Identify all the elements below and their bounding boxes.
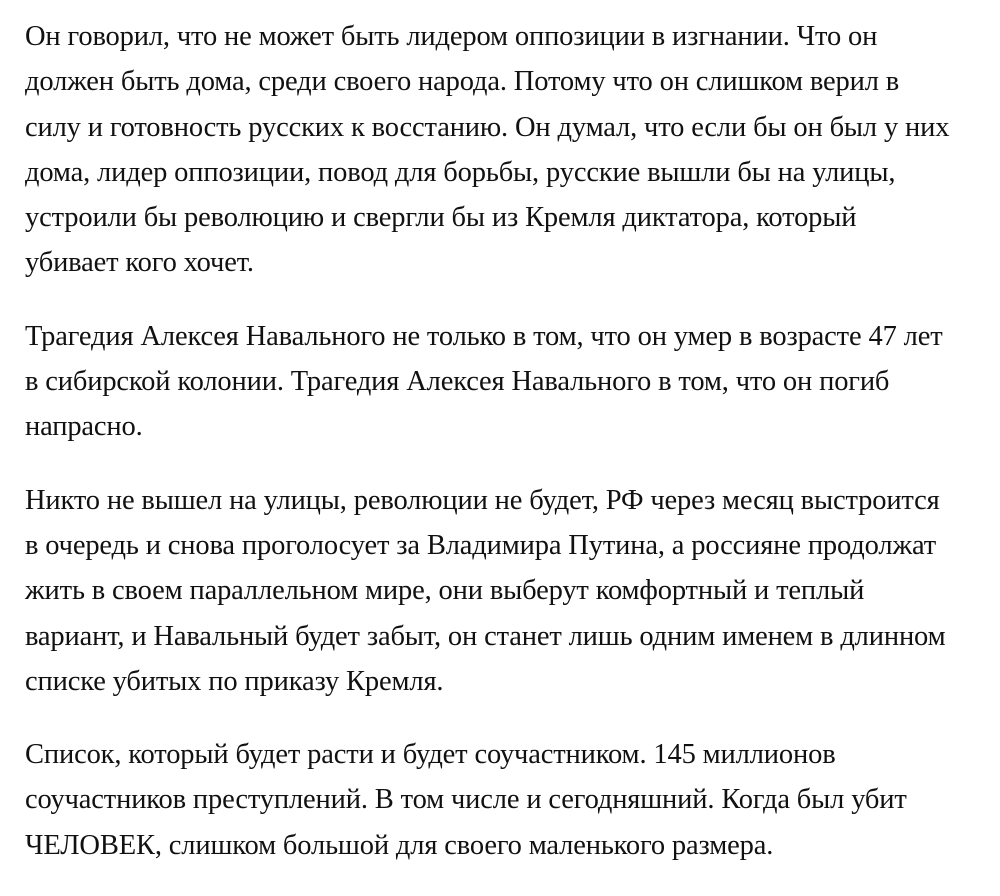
paragraph-complicity: Список, который будет расти и будет соучастником. 145 миллионов соучастников преступлений. В том числе и сегодняшний. Когда был убит ЧЕЛОВЕК, слишком большой для своего маленького размера.	[25, 739, 907, 861]
article-body	[25, 14, 980, 896]
paragraph-tragedy: Трагедия Алексея Навального не только в том, что он умер в возрасте 47 лет в сибирской колонии. Трагедия Алексея Навального в том, что он погиб напрасно.	[25, 320, 943, 443]
paragraph-exile: Он говорил, что не может быть лидером оппозиции в изгнании. Что он должен быть дома, среди своего народа. Потому что он слишком верил в силу и готовность русских к восстанию. Он думал, что если бы он был у них дома, лидер оппозиции, повод для борьбы, русские вышли бы на улицы, устроили бы революцию и свергли бы из Кремля диктатора, который убивает кого хочет.	[25, 21, 950, 279]
paragraph-no-revolution: Никто не вышел на улицы, революции не будет, РФ через месяц выстроится в очередь и снова проголосует за Владимира Путина, а россияне продолжат жить в своем параллельном мире, они выберут комфортный и теплый вариант, и Навальный будет забыт, он станет лишь одним именем в длинном списке убитых по приказу Кремля.	[25, 484, 946, 697]
